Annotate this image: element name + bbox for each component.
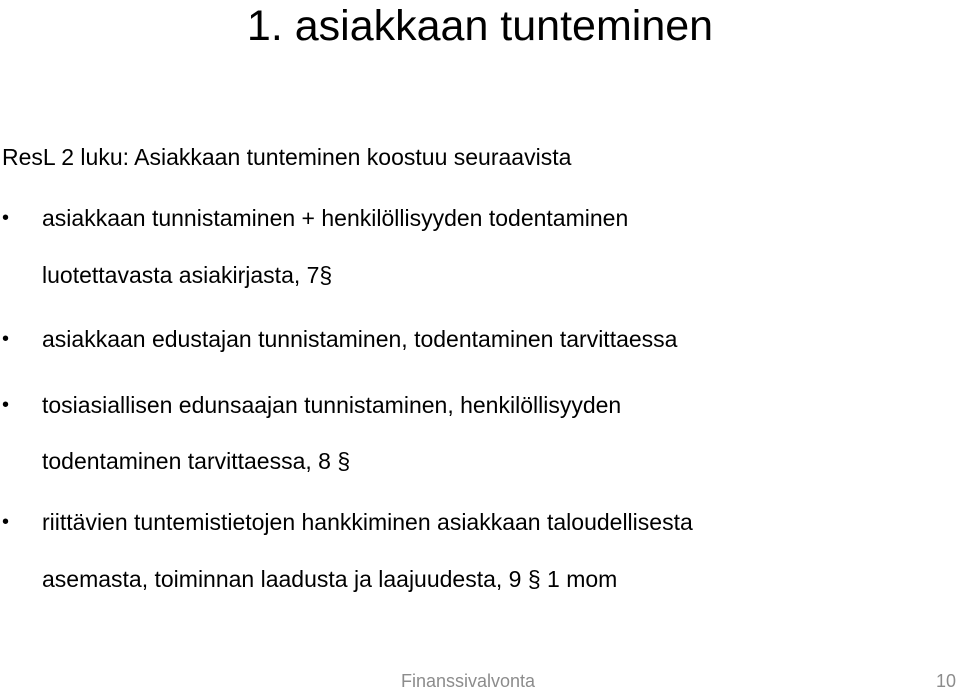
intro-text: ResL 2 luku: Asiakkaan tunteminen koostuu seuraavista (2, 144, 572, 170)
bullet-line: asiakkaan tunnistaminen + henkilöllisyyden todentaminen (42, 205, 629, 231)
bullet-line: riittävien tuntemistietojen hankkiminen asiakkaan taloudellisesta (42, 509, 693, 535)
bullet-icon: • (2, 207, 10, 229)
bullet-line: asiakkaan edustajan tunnistaminen, todentaminen tarvittaessa (42, 326, 678, 352)
bullet-icon: • (2, 328, 10, 350)
bullet-line: tosiasiallisen edunsaajan tunnistaminen, henkilöllisyyden (42, 392, 622, 418)
bullet-line: luotettavasta asiakirjasta, 7§ (42, 262, 333, 288)
footer-organization: Finanssivalvonta (401, 671, 536, 691)
bullet-line: asemasta, toiminnan laadusta ja laajuudesta, 9 § 1 mom (42, 566, 618, 592)
bullet-icon: • (2, 511, 10, 533)
page-number: 10 (935, 671, 956, 691)
bullet-icon: • (2, 394, 10, 416)
bullet-line: todentaminen tarvittaessa, 8 § (42, 448, 351, 474)
slide-title: 1. asiakkaan tunteminen (246, 2, 714, 50)
